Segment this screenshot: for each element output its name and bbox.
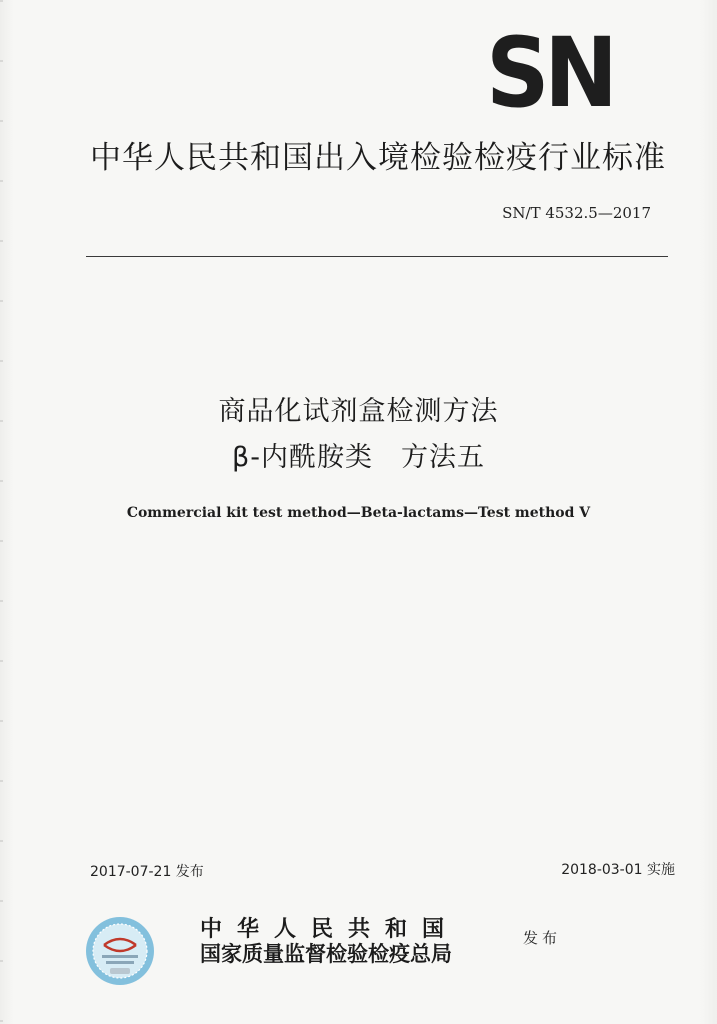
sn-logo: SN [486, 17, 613, 129]
org-title: 中华人民共和国出入境检验检疫行业标准 [90, 140, 666, 176]
title-en: Commercial kit test method—Beta-lactams—Test method Ⅴ [126, 505, 591, 521]
anti-counterfeit-seal-icon [84, 915, 156, 987]
issue-date: 2017-07-21 发布 [90, 864, 204, 880]
effective-date: 2018-03-01 实施 [561, 862, 675, 878]
issuer-country: 中华人民共和国 [200, 916, 460, 942]
issuer-agency: 国家质量监督检验检疫总局 [200, 941, 452, 966]
publish-label: 发布 [523, 929, 562, 947]
standard-number: SN/T 4532.5—2017 [502, 204, 651, 222]
title-cn-line1: 商品化试剂盒检测方法 [218, 396, 499, 427]
header-divider [86, 256, 668, 257]
title-cn-line2: β-内酰胺类 方法五 [232, 442, 485, 473]
